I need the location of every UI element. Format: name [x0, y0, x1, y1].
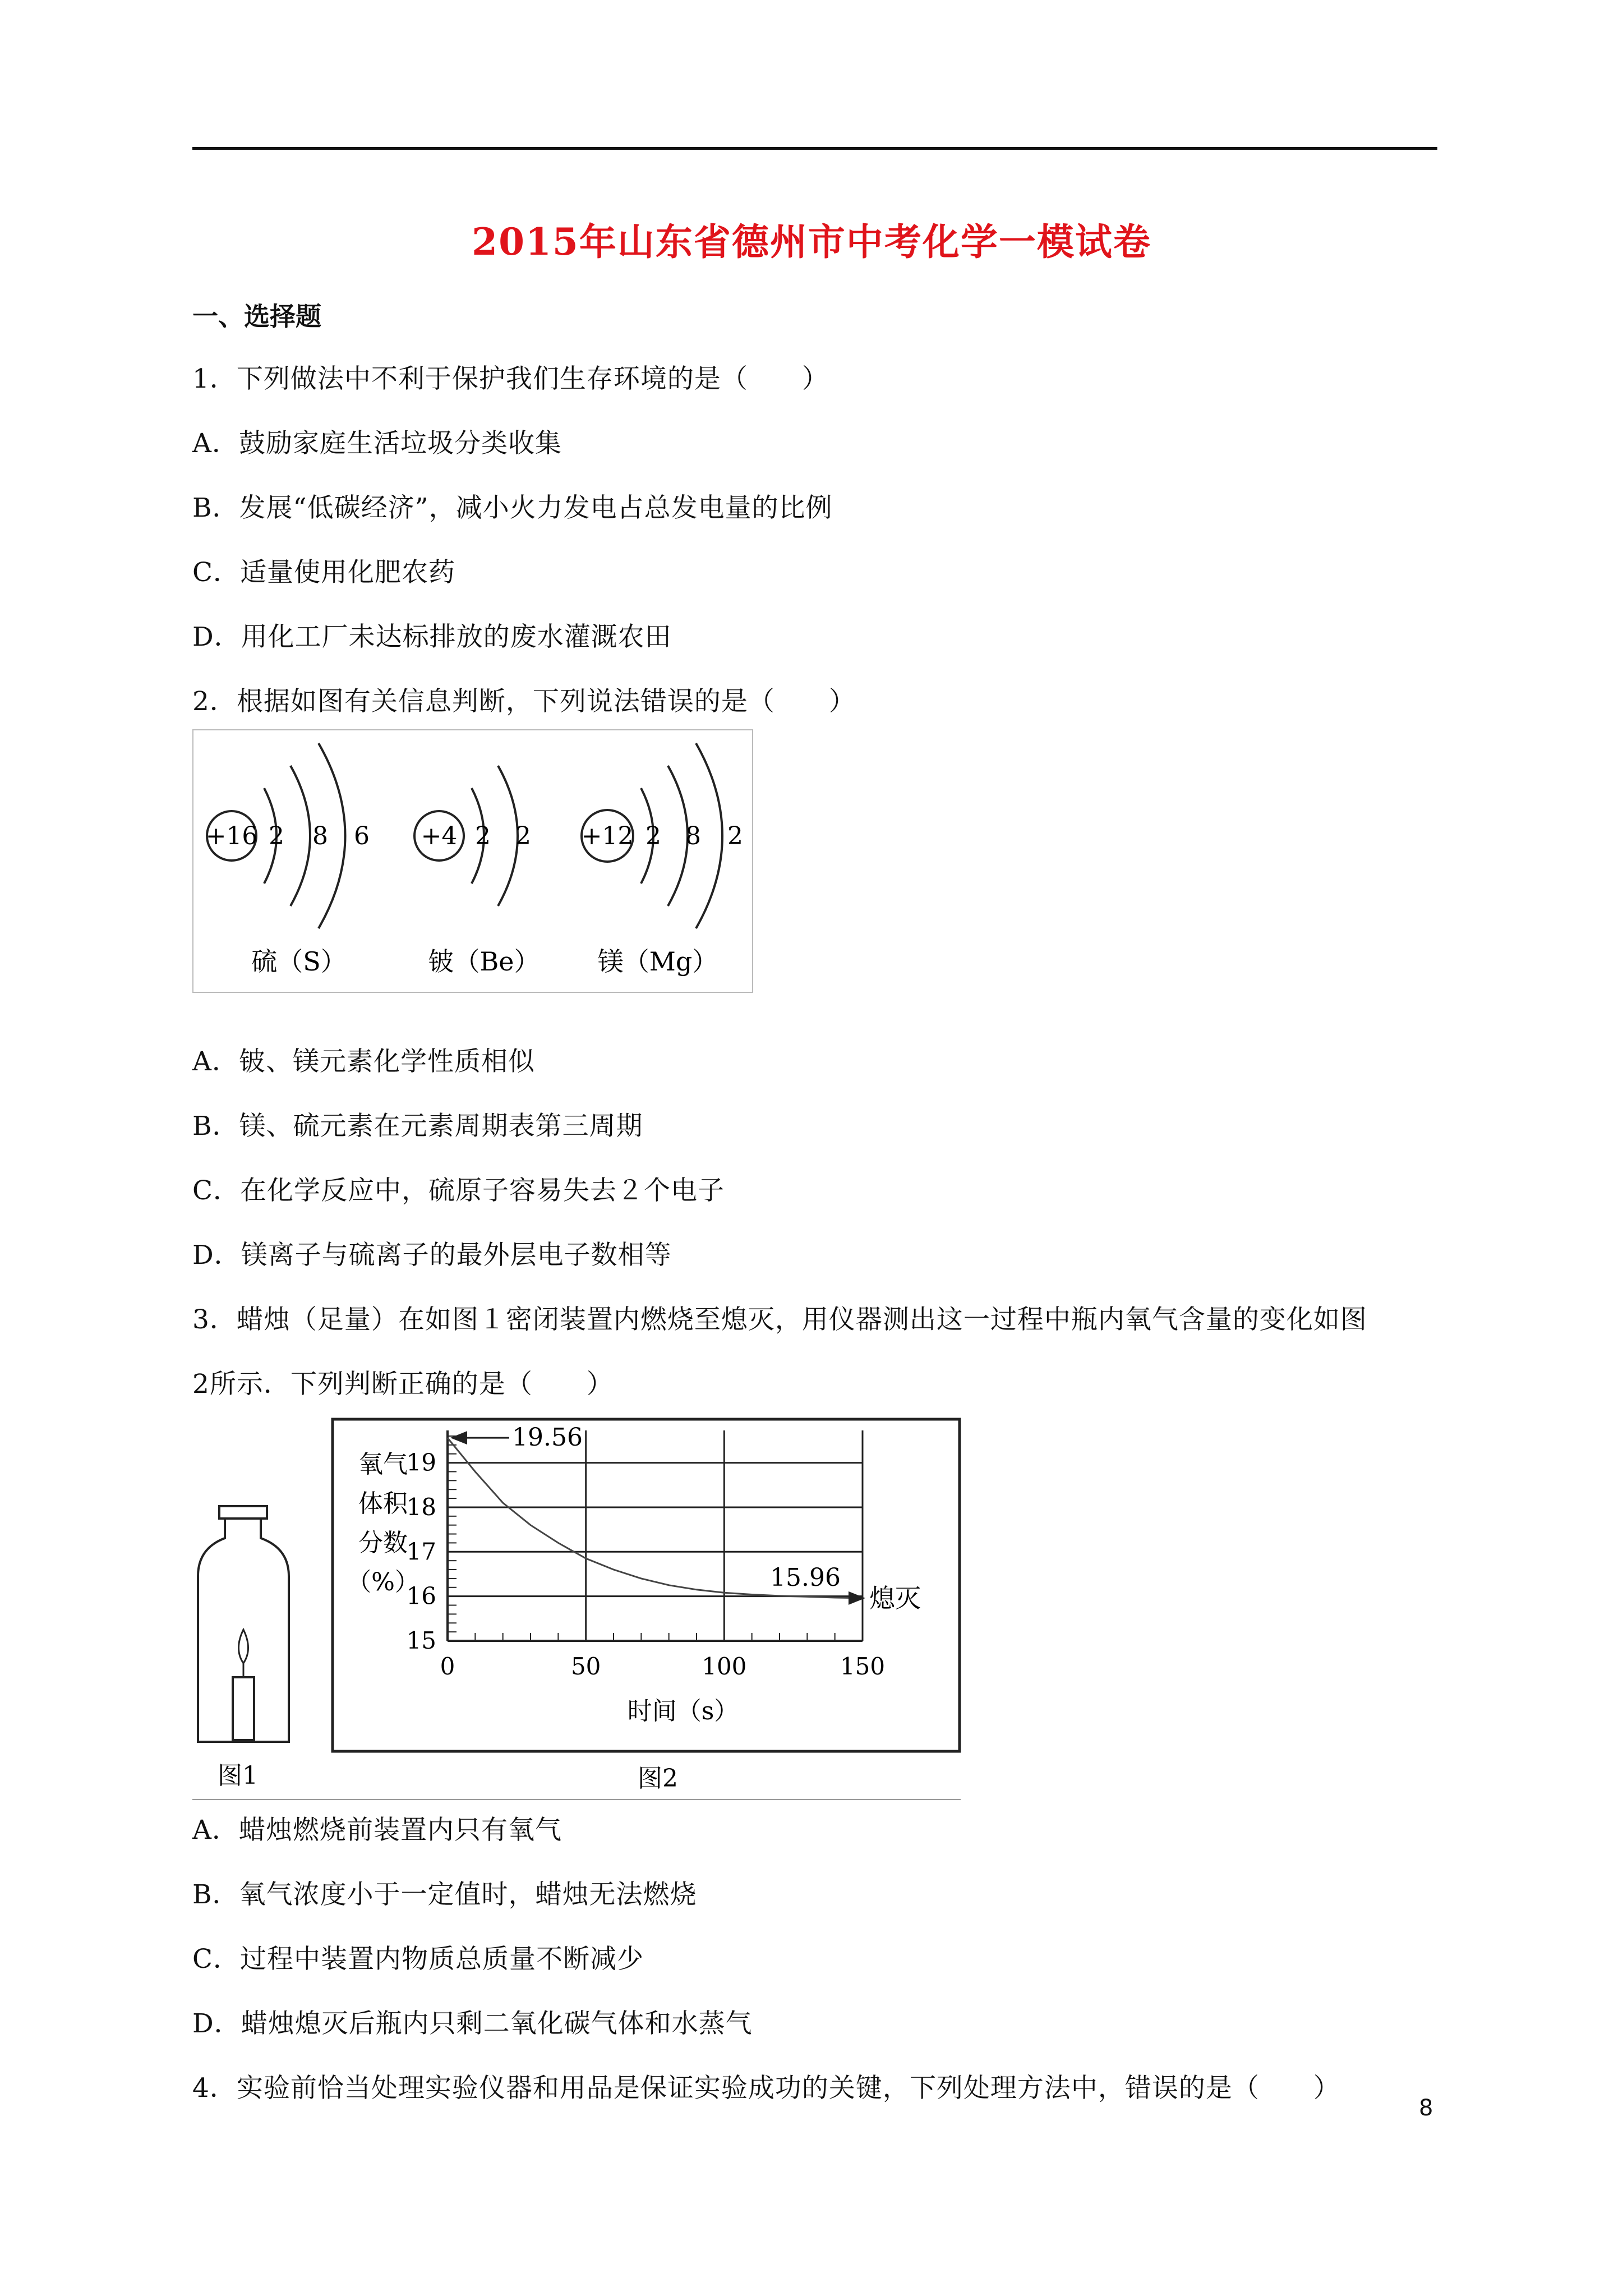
q4-stem: 4．实验前恰当处理实验仪器和用品是保证实验成功的关键，下列处理方法中，错误的是（ ） — [192, 2073, 1340, 2104]
figure-2-label: 图2 — [638, 1764, 678, 1793]
q2-option-a: A．铍、镁元素化学性质相似 — [192, 1046, 535, 1077]
annotation-end-value: 15.96 — [770, 1563, 841, 1592]
q1-stem: 1．下列做法中不利于保护我们生存环境的是（ ） — [192, 364, 829, 394]
magnesium-nucleus: +12 — [581, 822, 634, 850]
annotation-extinguished: 熄灭 — [869, 1582, 921, 1613]
x-tick-label: 0 — [440, 1653, 455, 1680]
sulfur-nucleus: +16 — [205, 822, 258, 850]
q3-stem-line-2: 2所示．下列判断正确的是（ ） — [192, 1369, 614, 1400]
beryllium-shell-2: 2 — [515, 822, 531, 850]
q3-option-d: D．蜡烛熄灭后瓶内只剩二氧化碳气体和水蒸气 — [192, 2008, 753, 2039]
atom-sulfur — [206, 743, 370, 977]
atom-magnesium — [582, 743, 743, 977]
sulfur-shell-2: 8 — [312, 822, 328, 850]
sulfur-label: 硫（S） — [251, 946, 347, 977]
q1-option-b: B．发展“低碳经济”，减小火力发电占总发电量的比例 — [192, 493, 833, 523]
section-heading: 一、选择题 — [192, 301, 321, 332]
magnesium-shell-1: 2 — [645, 822, 661, 850]
sulfur-shell-3: 6 — [354, 822, 370, 850]
annotation-start-value: 19.56 — [512, 1423, 583, 1452]
q2-option-c: C．在化学反应中，硫原子容易失去２个电子 — [192, 1175, 725, 1206]
annotation-arrow-start-head — [450, 1431, 467, 1444]
atom-structure-figure — [192, 729, 753, 993]
q3-stem-line-1: 3．蜡烛（足量）在如图１密闭装置内燃烧至熄灭，用仪器测出这一过程中瓶内氧气含量的变化如图 — [192, 1304, 1367, 1335]
magnesium-label: 镁（Mg） — [597, 946, 718, 977]
y-tick-label: 17 — [406, 1538, 436, 1566]
page-title: 2015年山东省德州市中考化学一模试卷 — [472, 220, 1151, 264]
q2-option-d: D．镁离子与硫离子的最外层电子数相等 — [192, 1240, 672, 1271]
y-tick-label: 19 — [406, 1448, 436, 1476]
q3-option-b: B．氧气浓度小于一定值时，蜡烛无法燃烧 — [192, 1879, 697, 1910]
oxygen-chart — [347, 1423, 921, 1726]
header-rule — [192, 147, 1437, 150]
q2-stem: 2．根据如图有关信息判断，下列说法错误的是（ ） — [192, 686, 856, 717]
x-tick-label: 100 — [702, 1653, 747, 1680]
ylabel-line-1: 氧气 — [358, 1450, 408, 1479]
x-tick-label: 150 — [840, 1653, 886, 1680]
beryllium-shell-1: 2 — [475, 822, 491, 850]
jar-with-candle — [198, 1506, 289, 1742]
xlabel: 时间（s） — [627, 1697, 739, 1726]
q1-option-a: A．鼓励家庭生活垃圾分类收集 — [192, 428, 562, 459]
q3-option-c: C．过程中装置内物质总质量不断减少 — [192, 1944, 644, 1975]
y-tick-label: 16 — [406, 1582, 436, 1610]
ylabel-line-4: （%） — [347, 1568, 419, 1596]
sulfur-shell-1: 2 — [269, 822, 284, 850]
atom-beryllium — [414, 766, 540, 977]
q2-option-b: B．镁、硫元素在元素周期表第三周期 — [192, 1111, 643, 1142]
candle-oxygen-figure — [192, 1408, 966, 1801]
ylabel-line-3: 分数 — [358, 1529, 408, 1557]
page-number: 8 — [1419, 2095, 1433, 2121]
beryllium-nucleus: +4 — [421, 822, 458, 850]
q3-option-a: A．蜡烛燃烧前装置内只有氧气 — [192, 1815, 562, 1846]
y-tick-label: 18 — [406, 1493, 436, 1521]
beryllium-label: 铍（Be） — [428, 946, 540, 977]
magnesium-shell-2: 8 — [685, 822, 701, 850]
x-tick-label: 50 — [570, 1653, 601, 1680]
y-tick-label: 15 — [406, 1627, 436, 1654]
q1-option-d: D．用化工厂未达标排放的废水灌溉农田 — [192, 622, 672, 652]
magnesium-shell-3: 2 — [727, 822, 743, 850]
ylabel-line-2: 体积 — [358, 1489, 408, 1518]
q1-option-c: C．适量使用化肥农药 — [192, 557, 455, 588]
figure-1-label: 图1 — [218, 1761, 258, 1790]
